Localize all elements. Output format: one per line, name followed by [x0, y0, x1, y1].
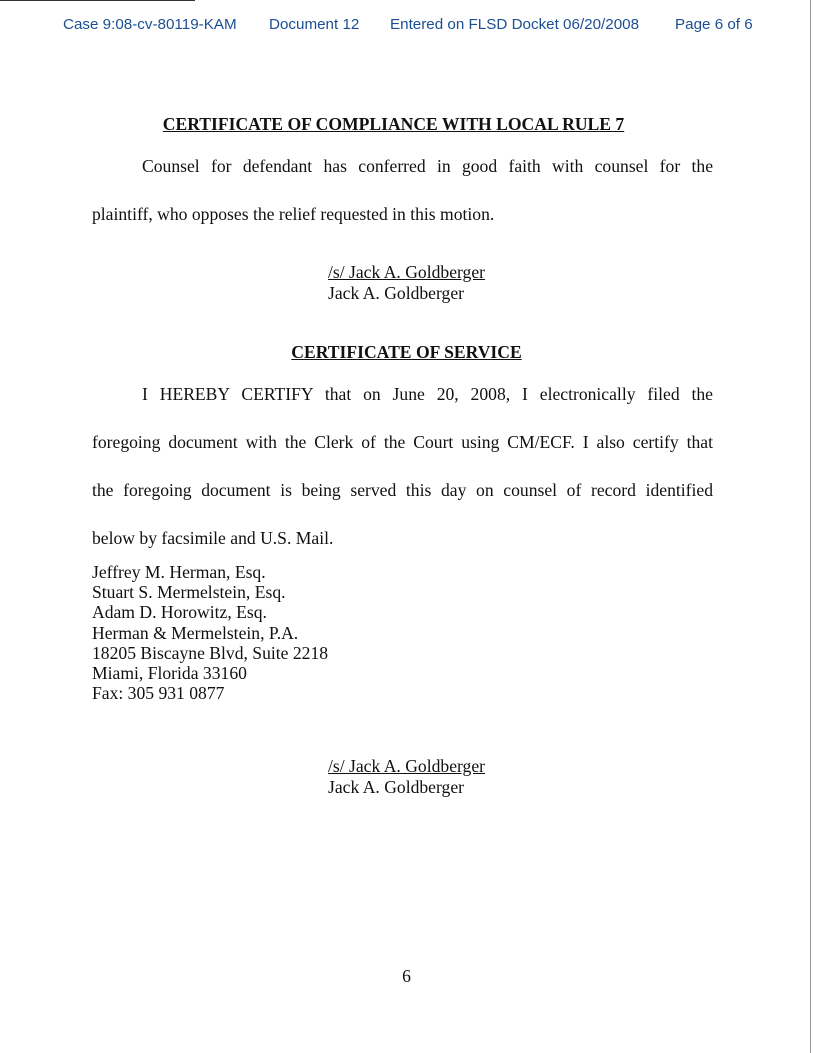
compliance-line-2: plaintiff, who opposes the relief requested in this motion.	[92, 204, 495, 224]
compliance-signature	[328, 262, 485, 304]
signature-name: Jack A. Goldberger	[328, 777, 464, 797]
header-case-number: Case 9:08-cv-80119-KAM	[63, 16, 237, 33]
address-line: Fax: 305 931 0877	[92, 683, 225, 704]
header-page-count: Page 6 of 6	[675, 16, 753, 33]
page-edge	[810, 0, 811, 1053]
header-entered-date: Entered on FLSD Docket 06/20/2008	[390, 16, 640, 33]
page-number: 6	[402, 966, 411, 986]
service-signature	[328, 756, 485, 798]
signature-line: /s/ Jack A. Goldberger	[328, 756, 486, 776]
address-line: Herman & Mermelstein, P.A.	[92, 622, 299, 643]
compliance-line-1: Counsel for defendant has conferred in good faith with counsel for the	[142, 156, 713, 176]
service-recipient-address	[92, 562, 328, 703]
signature-name: Jack A. Goldberger	[328, 283, 464, 303]
compliance-heading: CERTIFICATE OF COMPLIANCE WITH LOCAL RULE 7	[162, 114, 625, 134]
address-line: 18205 Biscayne Blvd, Suite 2218	[92, 642, 329, 663]
address-line: Stuart S. Mermelstein, Esq.	[92, 582, 286, 603]
service-line-4: below by facsimile and U.S. Mail.	[92, 528, 334, 548]
address-line: Adam D. Horowitz, Esq.	[92, 602, 267, 623]
service-line-1: I HEREBY CERTIFY that on June 20, 2008, I electronically filed the	[142, 384, 713, 404]
service-line-2: foregoing document with the Clerk of the Court using CM/ECF. I also certify that	[92, 432, 713, 452]
address-line: Jeffrey M. Herman, Esq.	[92, 562, 266, 582]
address-line: Miami, Florida 33160	[92, 663, 247, 684]
header-document-number: Document 12	[269, 16, 360, 33]
top-rule	[0, 0, 195, 1]
service-line-3: the foregoing document is being served this day on counsel of record identified	[92, 480, 713, 500]
service-heading: CERTIFICATE OF SERVICE	[291, 342, 522, 362]
signature-line: /s/ Jack A. Goldberger	[328, 262, 486, 282]
